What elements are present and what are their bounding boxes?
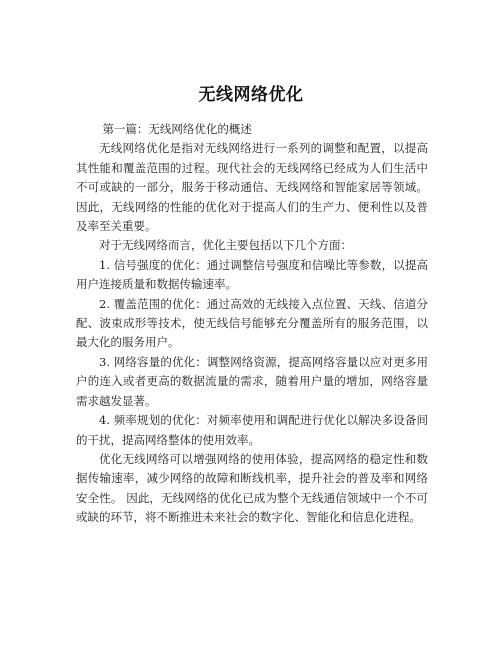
- list-item-frequency-planning: 4. 频率规划的优化：对频率使用和调配进行优化以解决多设备间的干扰，提高网络整体的使用效率。: [76, 413, 428, 447]
- document-body: [76, 120, 428, 528]
- paragraph-intro: 无线网络优化是指对无线网络进行一系列的调整和配置，以提高其性能和覆盖范围的过程。现代社会的无线网络已经成为人们生活中不可或缺的一部分，服务于移动通信、无线网络和智能家居等领域。因此，无线网络的性能的优化对于提高人们的生产力、便利性以及普及率至关重要。: [76, 141, 428, 234]
- list-item-coverage: 2. 覆盖范围的优化：通过高效的无线接入点位置、天线、信道分配、波束成形等技术，使无线信号能够充分覆盖所有的服务范围，以最大化的服务用户。: [76, 296, 428, 350]
- paragraph-conclusion: 优化无线网络可以增强网络的使用体验，提高网络的稳定性和数据传输速率，减少网络的故障和断线机率，提升社会的普及率和网络安全性。 因此，无线网络的优化已成为整个无线通信领域中一个不可或缺的环节，将不断推进未来社会的数字化、智能化和信息化进程。: [76, 451, 428, 525]
- paragraph-aspects-lead: 对于无线网络而言，优化主要包括以下几个方面：: [99, 238, 352, 253]
- section-heading: 第一篇：无线网络优化的概述: [102, 122, 252, 136]
- list-item-signal-strength: 1. 信号强度的优化：通过调整信号强度和信噪比等参数，以提高用户连接质量和数据传输速率。: [76, 257, 428, 292]
- list-item-capacity: 3. 网络容量的优化：调整网络资源，提高网络容量以应对更多用户的连入或者更高的数据流量的需求，随着用户量的增加，网络容量需求越发显著。: [76, 354, 428, 408]
- document-title: 无线网络优化: [198, 85, 304, 105]
